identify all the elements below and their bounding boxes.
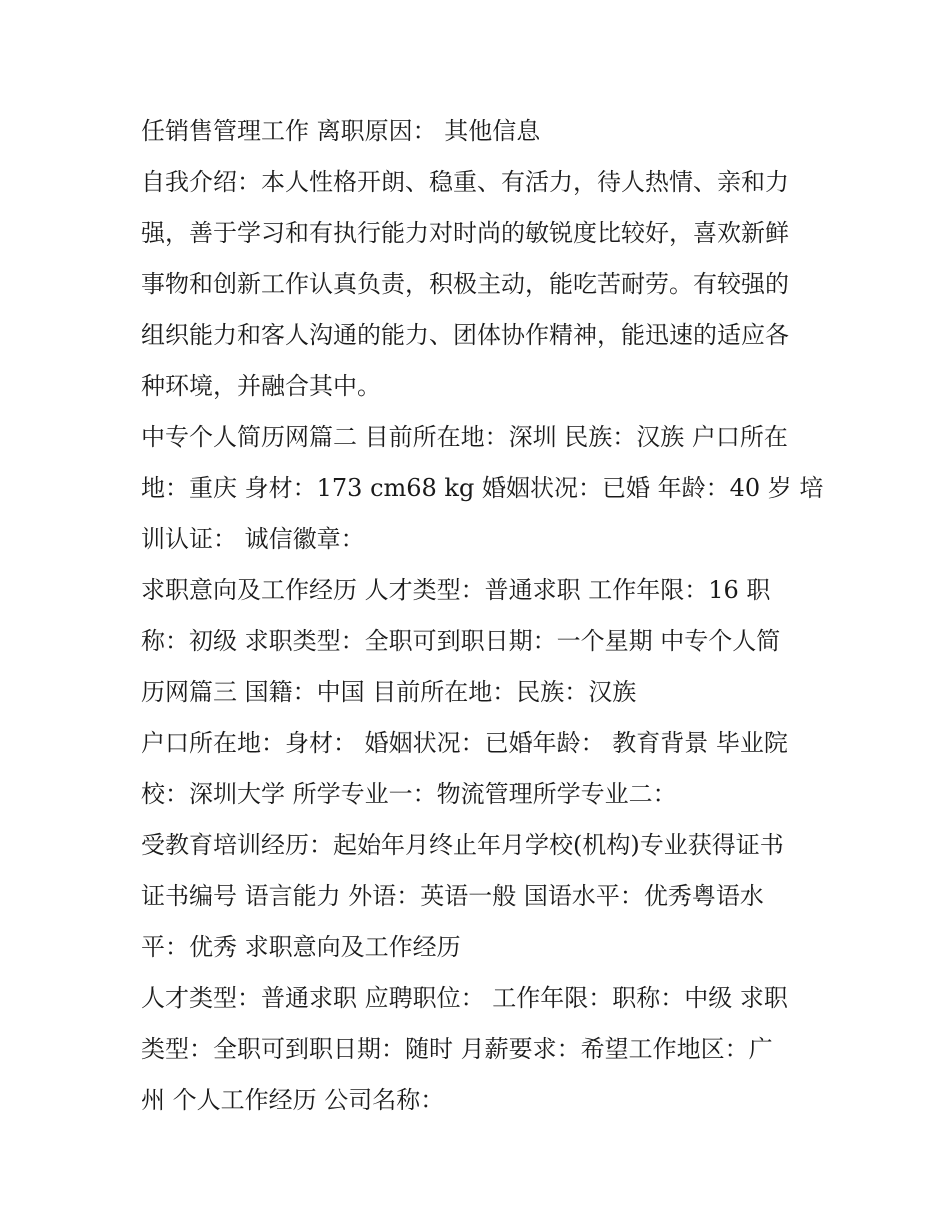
text-line: 组织能力和客人沟通的能力、团体协作精神，能迅速的适应各 <box>141 321 789 349</box>
text-line: 平：优秀 求职意向及工作经历 <box>141 933 461 961</box>
text-line: 称：初级 求职类型：全职可到职日期：一个星期 中专个人简 <box>141 627 781 655</box>
text-line: 求职意向及工作经历 人才类型：普通求职 工作年限：16 职 <box>141 576 771 604</box>
text-line: 受教育培训经历：起始年月终止年月学校(机构)专业获得证书 <box>141 831 784 859</box>
text-line: 证书编号 语言能力 外语：英语一般 国语水平：优秀粤语水 <box>141 882 764 910</box>
text-line: 强，善于学习和有执行能力对时尚的敏锐度比较好，喜欢新鲜 <box>141 219 789 247</box>
text-line: 地：重庆 身材：173 cm68 kg 婚姻状况：已婚 年龄：40 岁 培 <box>141 474 824 502</box>
text-line: 事物和创新工作认真负责，积极主动，能吃苦耐劳。有较强的 <box>141 270 789 298</box>
text-line: 历网篇三 国籍：中国 目前所在地：民族：汉族 <box>141 678 637 706</box>
text-line: 类型：全职可到职日期：随时 月薪要求：希望工作地区：广 <box>141 1035 773 1063</box>
text-line: 户口所在地：身材： 婚姻状况：已婚年龄： 教育背景 毕业院 <box>141 729 788 757</box>
text-line: 州 个人工作经历 公司名称： <box>141 1086 445 1114</box>
document-body <box>141 106 824 1126</box>
text-line: 训认证： 诚信徽章： <box>141 525 365 553</box>
text-line: 校：深圳大学 所学专业一：物流管理所学专业二： <box>141 780 677 808</box>
text-line: 自我介绍：本人性格开朗、稳重、有活力，待人热情、亲和力 <box>141 168 789 196</box>
text-line: 种环境，并融合其中。 <box>141 372 381 400</box>
text-line: 中专个人简历网篇二 目前所在地：深圳 民族：汉族 户口所在 <box>141 423 788 451</box>
text-line: 任销售管理工作 离职原因： 其他信息 <box>141 117 541 145</box>
text-line: 人才类型：普通求职 应聘职位： 工作年限：职称：中级 求职 <box>141 984 788 1012</box>
